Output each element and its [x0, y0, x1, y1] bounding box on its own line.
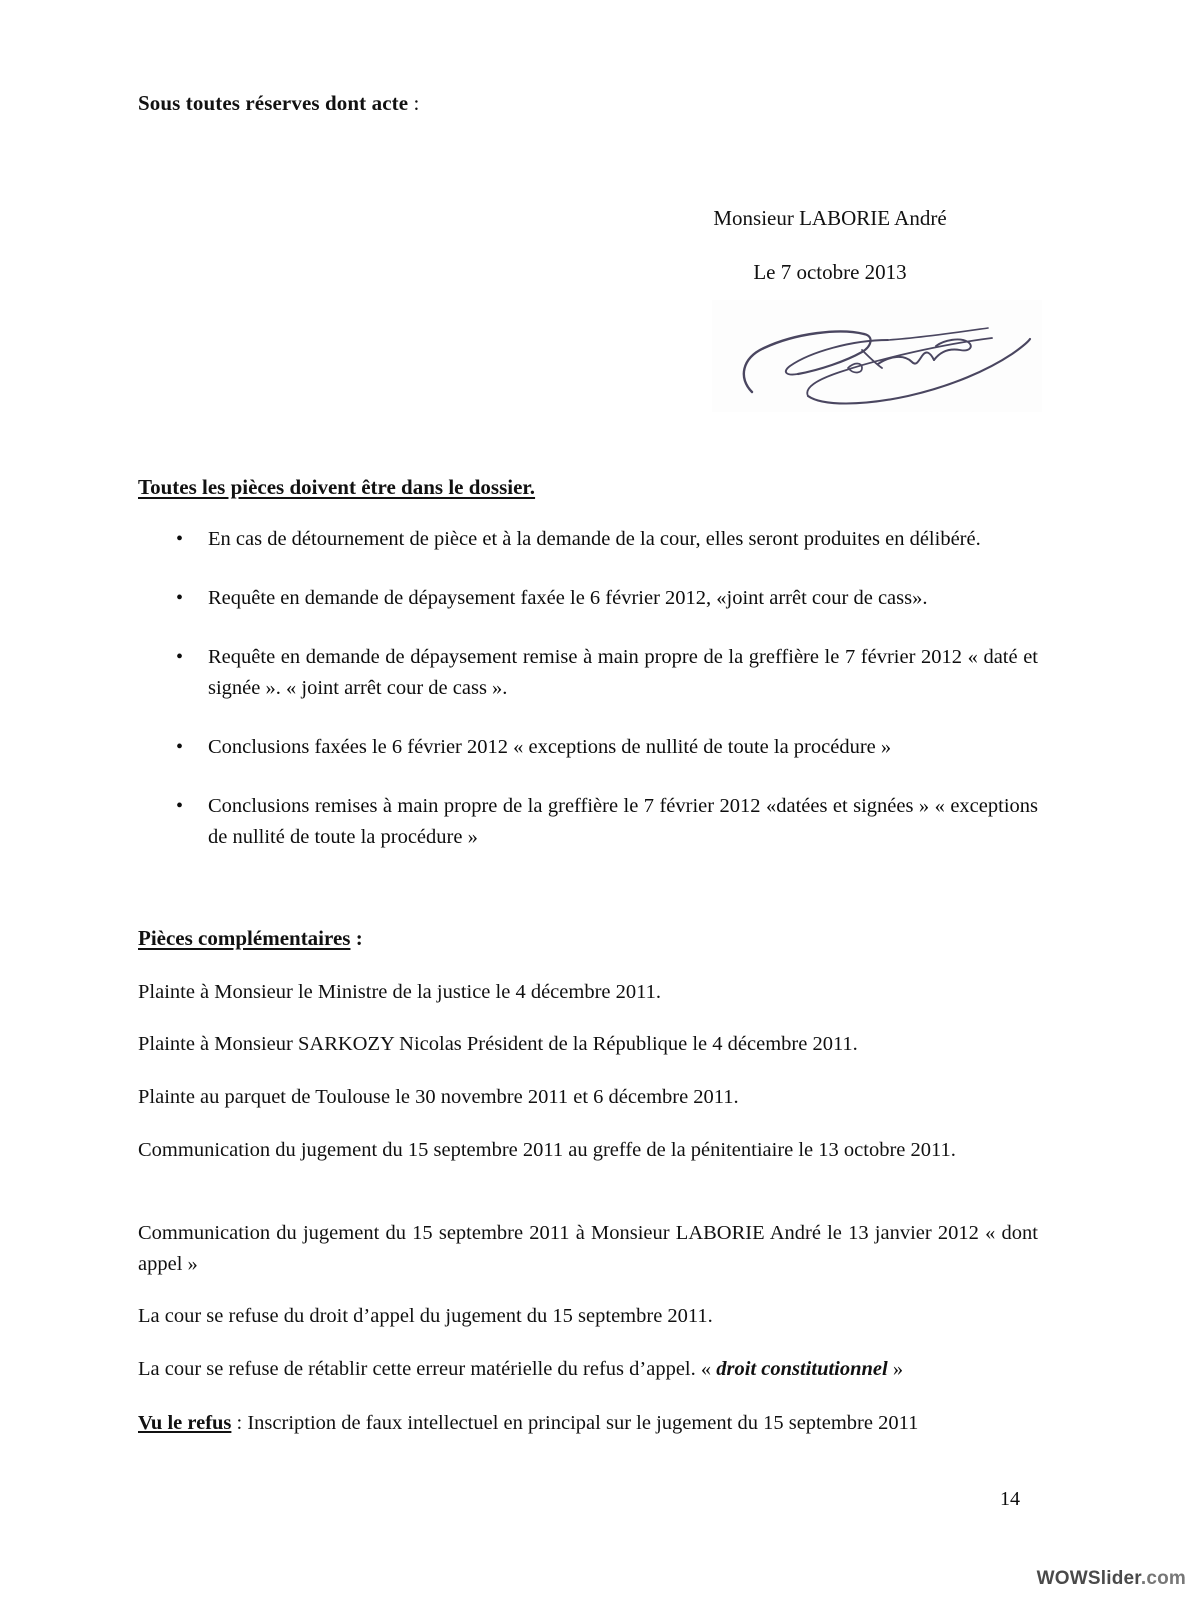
watermark — [1037, 1568, 1186, 1590]
handwritten-signature — [712, 300, 1042, 412]
paragraph-communication-laborie: Communication du jugement du 15 septembre 2011 à Monsieur LABORIE André le 13 janvier 2012 « dont appel » — [138, 1222, 1038, 1275]
signature-date: Le 7 octobre 2013 — [753, 260, 907, 284]
complementaires-heading-colon: : — [350, 926, 363, 950]
paragraph-plainte-sarkozy: Plainte à Monsieur SARKOZY Nicolas Président de la République le 4 décembre 2011. — [138, 1033, 858, 1055]
paragraph-plainte-toulouse: Plainte au parquet de Toulouse le 30 novembre 2011 et 6 décembre 2011. — [138, 1086, 739, 1108]
list-item — [138, 791, 1038, 853]
list-item-text: Requête en demande de dépaysement faxée le 6 février 2012, «joint arrêt cour de cass». — [208, 587, 928, 609]
bullet-icon: • — [176, 646, 184, 668]
watermark-domain-suffix: .com — [1140, 1568, 1186, 1589]
list-item — [138, 524, 1038, 555]
bullet-icon: • — [176, 528, 184, 550]
list-item-text: Conclusions faxées le 6 février 2012 « exceptions de nullité de toute la procédure » — [208, 736, 892, 758]
list-item-text: Conclusions remises à main propre de la greffière le 7 février 2012 «datées et signées » « exceptions de nullité de toute la procédure » — [208, 795, 1038, 848]
list-item-text: En cas de détournement de pièce et à la demande de la cour, elles seront produites en délibéré. — [208, 528, 981, 550]
paragraph-refus-droit-appel: La cour se refuse du droit d’appel du jugement du 15 septembre 2011. — [138, 1305, 713, 1327]
signatory-name: Monsieur LABORIE André — [713, 206, 947, 230]
erreur-suffix-text: » — [887, 1358, 904, 1380]
bullet-icon: • — [176, 736, 184, 758]
salutation-colon: : — [408, 91, 420, 115]
bullet-icon: • — [176, 587, 184, 609]
watermark-brand: WOWSlider — [1036, 1568, 1141, 1589]
list-item — [138, 732, 1038, 763]
complementaires-heading-text: Pièces complémentaires — [138, 926, 351, 950]
list-item — [138, 642, 1038, 704]
page-number: 14 — [1000, 1488, 1020, 1510]
salutation-bold-text: Sous toutes réserves dont acte — [138, 91, 409, 115]
paragraph-communication-penitentiaire: Communication du jugement du 15 septembre 2011 au greffe de la pénitentiaire le 13 octobre 2011. — [138, 1139, 956, 1161]
paragraph-erreur-materielle — [138, 1354, 1038, 1385]
list-item — [138, 583, 1038, 614]
erreur-prefix-text: La cour se refuse de rétablir cette erreur matérielle du refus d’appel. « — [138, 1358, 717, 1380]
vu-le-refus-text: : Inscription de faux intellectuel en principal sur le jugement du 15 septembre 2011 — [231, 1412, 919, 1434]
paragraph-plainte-ministre: Plainte à Monsieur le Ministre de la justice le 4 décembre 2011. — [138, 981, 661, 1003]
section-heading-pieces: Toutes les pièces doivent être dans le dossier. — [138, 475, 536, 499]
list-item-text: Requête en demande de dépaysement remise à main propre de la greffière le 7 février 2012 « daté et signée ». « joint arrêt cour de cass ». — [208, 646, 1038, 699]
bullet-icon: • — [176, 795, 184, 817]
erreur-emphasis-text: droit constitutionnel — [716, 1358, 888, 1380]
pieces-bullet-list — [138, 524, 1038, 853]
vu-le-refus-label: Vu le refus — [138, 1412, 232, 1434]
salutation-line — [138, 88, 419, 119]
paragraph-vu-le-refus — [138, 1408, 1038, 1439]
section-heading-complementaires — [138, 923, 363, 954]
